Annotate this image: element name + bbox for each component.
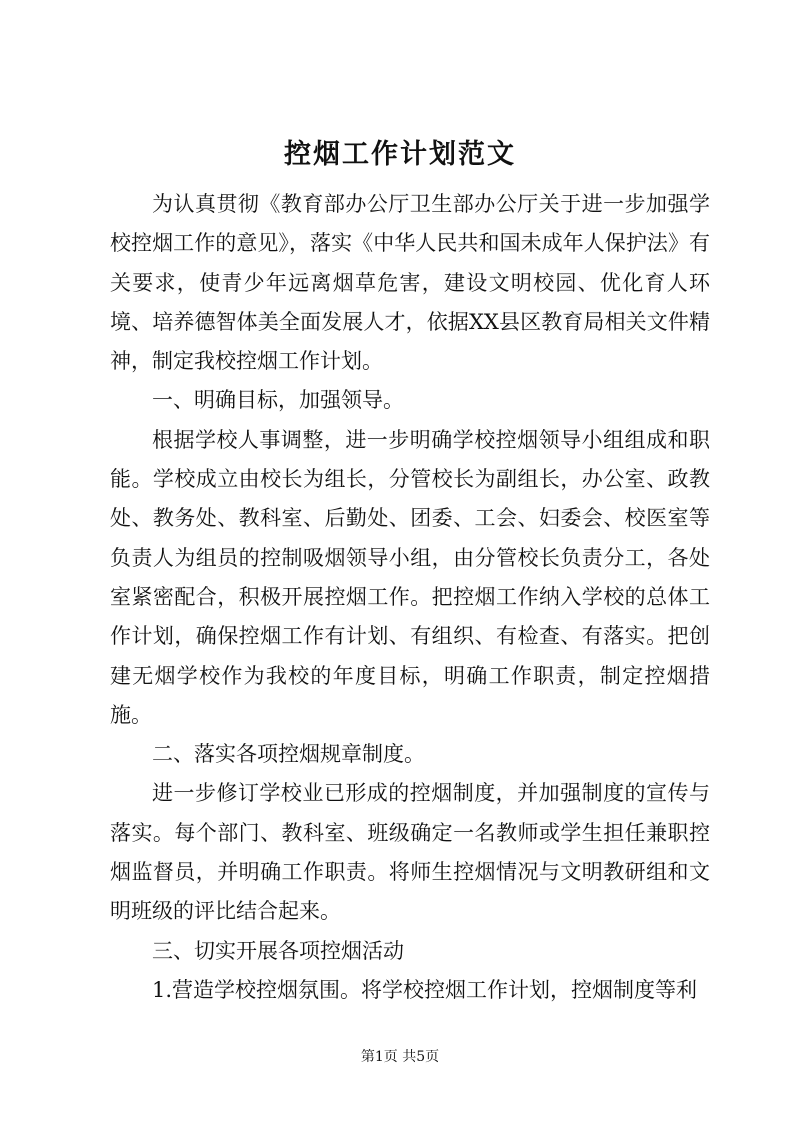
document-body	[110, 185, 710, 1010]
section-heading-3: 三、切实开展各项控烟活动	[152, 938, 404, 963]
paragraph-rules: 进一步修订学校业已形成的控烟制度，并加强制度的宣传与落实。每个部门、教科室、班级确定一名教师或学生担任兼职控烟监督员，并明确工作职责。将师生控烟情况与文明教研组和文明班级的评比结合起来。	[110, 781, 710, 924]
section-heading-2: 二、落实各项控烟规章制度。	[152, 742, 425, 767]
paragraph-intro: 为认真贯彻《教育部办公厅卫生部办公厅关于进一步加强学校控烟工作的意见》，落实《中华人民共和国未成年人保护法》有关要求，使青少年远离烟草危害，建设文明校园、优化育人环境、培养德智体美全面发展人才，依据XX县区教育局相关文件精神，制定我校控烟工作计划。	[110, 192, 710, 374]
page-footer: 第1页 共5页	[360, 1049, 440, 1065]
paragraph-item-1: 1.营造学校控烟氛围。将学校控烟工作计划，控烟制度等利	[152, 977, 698, 1002]
document-title: 控烟工作计划范文	[284, 139, 516, 170]
section-heading-1: 一、明确目标，加强领导。	[152, 388, 404, 413]
paragraph-leadership: 根据学校人事调整，进一步明确学校控烟领导小组组成和职能。学校成立由校长为组长，分管校长为副组长，办公室、政教处、教务处、教科室、后勤处、团委、工会、妇委会、校医室等负责人为组员的控制吸烟领导小组，由分管校长负责分工，各处室紧密配合，积极开展控烟工作。把控烟工作纳入学校的总体工作计划，确保控烟工作有计划、有组织、有检查、有落实。把创建无烟学校作为我校的年度目标，明确工作职责，制定控烟措施。	[110, 427, 710, 727]
